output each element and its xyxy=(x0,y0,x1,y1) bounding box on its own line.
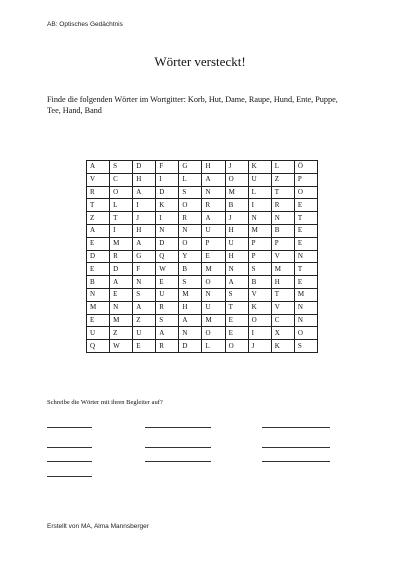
grid-cell[interactable]: E xyxy=(294,199,317,212)
grid-cell[interactable]: U xyxy=(225,237,248,250)
grid-cell[interactable]: O xyxy=(179,199,202,212)
grid-cell[interactable]: O xyxy=(179,237,202,250)
grid-cell[interactable]: F xyxy=(133,263,156,276)
grid-cell[interactable]: R xyxy=(156,301,179,314)
grid-row xyxy=(87,224,318,237)
grid-cell[interactable]: J xyxy=(225,161,248,174)
grid-cell[interactable]: N xyxy=(294,301,317,314)
grid-cell[interactable]: B xyxy=(271,224,294,237)
grid-cell[interactable]: V xyxy=(87,173,110,186)
grid-cell[interactable]: T xyxy=(294,212,317,225)
grid-cell[interactable]: O xyxy=(225,173,248,186)
grid-cell[interactable]: M xyxy=(225,186,248,199)
grid-cell[interactable]: T xyxy=(271,288,294,301)
grid-cell[interactable]: E xyxy=(202,250,225,263)
grid-cell[interactable]: C xyxy=(271,314,294,327)
grid-cell[interactable]: Z xyxy=(110,327,133,340)
grid-cell[interactable]: A xyxy=(87,224,110,237)
grid-cell[interactable]: Ö xyxy=(294,161,317,174)
grid-cell[interactable]: U xyxy=(248,173,271,186)
grid-cell[interactable]: D xyxy=(133,161,156,174)
grid-cell[interactable]: J xyxy=(248,340,271,353)
grid-cell[interactable]: N xyxy=(294,250,317,263)
grid-cell[interactable]: H xyxy=(225,224,248,237)
grid-cell[interactable]: P xyxy=(202,237,225,250)
grid-row xyxy=(87,288,318,301)
grid-cell[interactable]: N xyxy=(202,186,225,199)
grid-cell[interactable]: P xyxy=(248,237,271,250)
task-prompt: Schreibe die Wörter mit ihren Begleiter auf? xyxy=(47,399,163,406)
grid-cell[interactable]: I xyxy=(133,199,156,212)
grid-row xyxy=(87,173,318,186)
grid-row xyxy=(87,161,318,174)
grid-cell[interactable]: S xyxy=(225,288,248,301)
grid-cell[interactable]: H xyxy=(133,224,156,237)
grid-cell[interactable]: M xyxy=(248,224,271,237)
grid-cell[interactable]: E xyxy=(133,340,156,353)
grid-cell[interactable]: E xyxy=(87,263,110,276)
grid-cell[interactable]: K xyxy=(271,340,294,353)
grid-cell[interactable]: K xyxy=(248,161,271,174)
grid-cell[interactable]: O xyxy=(294,327,317,340)
grid-cell[interactable]: P xyxy=(248,250,271,263)
grid-cell[interactable]: E xyxy=(294,276,317,289)
grid-cell[interactable]: H xyxy=(225,250,248,263)
grid-cell[interactable]: K xyxy=(248,301,271,314)
grid-cell[interactable]: A xyxy=(133,301,156,314)
grid-cell[interactable]: J xyxy=(225,212,248,225)
grid-cell[interactable]: Z xyxy=(133,314,156,327)
grid-cell[interactable]: N xyxy=(179,224,202,237)
grid-cell[interactable]: W xyxy=(156,263,179,276)
grid-cell[interactable]: A xyxy=(87,161,110,174)
grid-cell[interactable]: D xyxy=(87,250,110,263)
grid-cell[interactable]: R xyxy=(156,340,179,353)
answer-line[interactable] xyxy=(47,427,92,428)
grid-cell[interactable]: M xyxy=(202,314,225,327)
grid-cell[interactable]: A xyxy=(133,237,156,250)
grid-cell[interactable]: R xyxy=(179,212,202,225)
grid-cell[interactable]: O xyxy=(202,327,225,340)
answer-line[interactable] xyxy=(47,447,92,448)
answer-line[interactable] xyxy=(262,447,330,448)
grid-cell[interactable]: D xyxy=(156,186,179,199)
grid-cell[interactable]: D xyxy=(156,237,179,250)
grid-cell[interactable]: S xyxy=(133,288,156,301)
answer-line[interactable] xyxy=(262,427,330,428)
grid-cell[interactable]: S xyxy=(294,340,317,353)
grid-row xyxy=(87,276,318,289)
grid-cell[interactable]: C xyxy=(110,173,133,186)
grid-cell[interactable]: L xyxy=(271,161,294,174)
grid-cell[interactable]: I xyxy=(156,173,179,186)
grid-cell[interactable]: F xyxy=(156,161,179,174)
grid-cell[interactable]: O xyxy=(202,276,225,289)
grid-row xyxy=(87,212,318,225)
grid-cell[interactable]: N xyxy=(179,327,202,340)
grid-cell[interactable]: E xyxy=(225,314,248,327)
grid-cell[interactable]: K xyxy=(156,199,179,212)
grid-cell[interactable]: S xyxy=(110,161,133,174)
grid-cell[interactable]: Q xyxy=(87,340,110,353)
grid-cell[interactable]: T xyxy=(294,263,317,276)
word-grid-table xyxy=(86,160,318,353)
grid-cell[interactable]: D xyxy=(110,263,133,276)
grid-cell[interactable]: T xyxy=(110,212,133,225)
grid-cell[interactable]: Z xyxy=(271,173,294,186)
grid-cell[interactable]: P xyxy=(271,237,294,250)
grid-cell[interactable]: V xyxy=(271,301,294,314)
grid-cell[interactable]: U xyxy=(202,301,225,314)
grid-cell[interactable]: L xyxy=(202,340,225,353)
grid-cell[interactable]: H xyxy=(271,276,294,289)
grid-cell[interactable]: R xyxy=(87,186,110,199)
grid-cell[interactable]: E xyxy=(156,276,179,289)
grid-cell[interactable]: B xyxy=(87,276,110,289)
grid-row xyxy=(87,327,318,340)
grid-cell[interactable]: E xyxy=(87,237,110,250)
grid-cell[interactable]: E xyxy=(225,327,248,340)
grid-row xyxy=(87,263,318,276)
grid-cell[interactable]: T xyxy=(87,199,110,212)
grid-cell[interactable]: N xyxy=(248,212,271,225)
grid-cell[interactable]: M xyxy=(294,288,317,301)
grid-cell[interactable]: L xyxy=(110,199,133,212)
grid-cell[interactable]: U xyxy=(133,327,156,340)
grid-cell[interactable]: A xyxy=(225,276,248,289)
grid-row xyxy=(87,314,318,327)
grid-cell[interactable]: A xyxy=(179,314,202,327)
answer-line[interactable] xyxy=(47,461,92,462)
grid-row xyxy=(87,301,318,314)
grid-cell[interactable]: E xyxy=(294,237,317,250)
grid-cell[interactable]: N xyxy=(110,301,133,314)
grid-cell[interactable]: A xyxy=(202,173,225,186)
grid-row xyxy=(87,186,318,199)
grid-cell[interactable]: Q xyxy=(156,250,179,263)
grid-cell[interactable]: E xyxy=(294,224,317,237)
grid-cell[interactable]: X xyxy=(271,327,294,340)
grid-cell[interactable]: N xyxy=(202,288,225,301)
grid-cell[interactable]: N xyxy=(133,276,156,289)
grid-cell[interactable]: A xyxy=(133,186,156,199)
grid-cell[interactable]: S xyxy=(248,263,271,276)
grid-cell[interactable]: B xyxy=(225,199,248,212)
grid-cell[interactable]: I xyxy=(248,199,271,212)
footer-label: Erstellt von MA, Alma Mannsberger xyxy=(47,523,149,530)
grid-row xyxy=(87,199,318,212)
grid-cell[interactable]: A xyxy=(202,212,225,225)
grid-cell[interactable]: P xyxy=(294,173,317,186)
grid-cell[interactable]: S xyxy=(179,276,202,289)
grid-cell[interactable]: J xyxy=(133,212,156,225)
grid-cell[interactable]: O xyxy=(225,340,248,353)
grid-cell[interactable]: T xyxy=(271,186,294,199)
grid-cell[interactable]: I xyxy=(248,327,271,340)
grid-cell[interactable]: S xyxy=(179,186,202,199)
grid-cell[interactable]: O xyxy=(294,186,317,199)
grid-cell[interactable]: N xyxy=(87,288,110,301)
grid-cell[interactable]: R xyxy=(271,199,294,212)
answer-line[interactable] xyxy=(145,447,211,448)
grid-cell[interactable]: M xyxy=(179,288,202,301)
grid-cell[interactable]: W xyxy=(110,340,133,353)
worksheet-title: Wörter versteckt! xyxy=(154,54,246,69)
grid-cell[interactable]: D xyxy=(179,340,202,353)
grid-cell[interactable]: N xyxy=(156,224,179,237)
grid-cell[interactable]: I xyxy=(110,224,133,237)
grid-cell[interactable]: G xyxy=(179,161,202,174)
grid-cell[interactable]: A xyxy=(156,327,179,340)
grid-cell[interactable]: Z xyxy=(87,212,110,225)
grid-cell[interactable]: G xyxy=(133,250,156,263)
grid-cell[interactable]: E xyxy=(110,288,133,301)
grid-row xyxy=(87,237,318,250)
instruction-text: Finde die folgenden Wörter im Wortgitter: Korb, Hut, Dame, Raupe, Hund, Ente, Puppe, Tee, Hand, Band xyxy=(47,95,338,115)
answer-line[interactable] xyxy=(47,476,92,477)
grid-cell[interactable]: B xyxy=(248,276,271,289)
word-grid xyxy=(86,160,318,349)
grid-cell[interactable]: N xyxy=(271,212,294,225)
grid-cell[interactable]: M xyxy=(271,263,294,276)
grid-cell[interactable]: B xyxy=(179,263,202,276)
grid-cell[interactable]: A xyxy=(110,276,133,289)
grid-cell[interactable]: M xyxy=(202,263,225,276)
grid-cell[interactable]: M xyxy=(110,314,133,327)
answer-line[interactable] xyxy=(145,427,211,428)
grid-cell[interactable]: U xyxy=(156,288,179,301)
grid-cell[interactable]: H xyxy=(133,173,156,186)
answer-line[interactable] xyxy=(262,461,330,462)
grid-cell[interactable]: Y xyxy=(179,250,202,263)
grid-cell[interactable]: H xyxy=(202,161,225,174)
grid-cell[interactable]: M xyxy=(110,237,133,250)
header-label: AB: Optisches Gedächtnis xyxy=(47,21,123,28)
grid-cell[interactable]: O xyxy=(248,314,271,327)
grid-cell[interactable]: T xyxy=(225,301,248,314)
grid-row xyxy=(87,340,318,353)
grid-cell[interactable]: V xyxy=(271,250,294,263)
grid-cell[interactable]: R xyxy=(110,250,133,263)
grid-cell[interactable]: I xyxy=(156,212,179,225)
grid-cell[interactable]: L xyxy=(248,186,271,199)
grid-cell[interactable]: S xyxy=(156,314,179,327)
grid-cell[interactable]: L xyxy=(179,173,202,186)
grid-cell[interactable]: O xyxy=(110,186,133,199)
grid-cell[interactable]: N xyxy=(225,263,248,276)
grid-cell[interactable]: U xyxy=(202,224,225,237)
grid-cell[interactable]: H xyxy=(179,301,202,314)
grid-cell[interactable]: E xyxy=(87,314,110,327)
grid-row xyxy=(87,250,318,263)
grid-cell[interactable]: N xyxy=(294,314,317,327)
grid-cell[interactable]: R xyxy=(202,199,225,212)
grid-cell[interactable]: M xyxy=(87,301,110,314)
grid-cell[interactable]: U xyxy=(87,327,110,340)
grid-cell[interactable]: V xyxy=(248,288,271,301)
answer-line[interactable] xyxy=(145,461,211,462)
